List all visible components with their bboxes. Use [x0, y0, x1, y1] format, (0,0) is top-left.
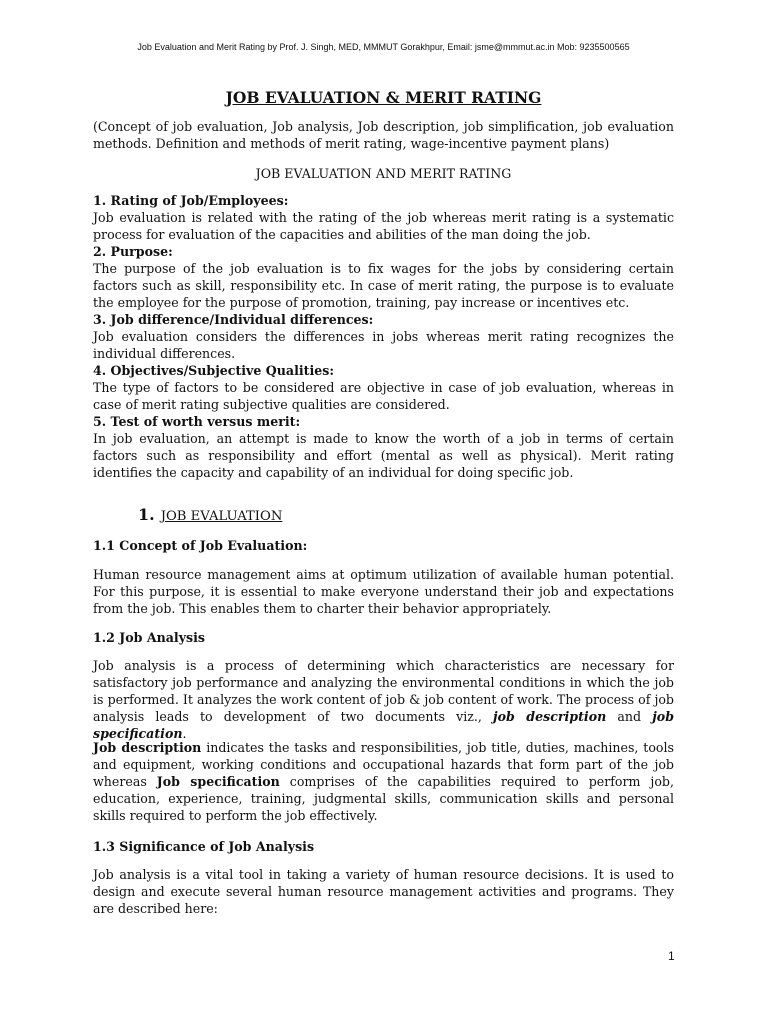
- job-description-bold: Job description: [93, 740, 202, 755]
- end-period: .: [182, 726, 187, 741]
- page-header: Job Evaluation and Merit Rating by Prof. J. Singh, MED, MMMUT Gorakhpur, Email: jsme@mmmut.ac.in Mob: 9235500565: [137, 42, 630, 52]
- point-text: Job evaluation is related with the rating of the job whereas merit rating is a systematic process for evaluation of the capacities and abilities of the man doing the job.: [93, 210, 674, 242]
- and-word: and: [617, 709, 642, 724]
- jobdesc-paragraph: [93, 739, 674, 824]
- point-heading: 3. Job difference/Individual differences:: [93, 312, 374, 327]
- job-specification-bold: Job specification: [156, 774, 280, 789]
- point-text: In job evaluation, an attempt is made to know the worth of a job in terms of certain factors such as responsibility and effort (mental as well as physical). Merit rating identifies the capacity and capability of an individual for doing specific job.: [93, 431, 674, 480]
- page-number: 1: [668, 949, 675, 963]
- section-number: 1.: [138, 505, 155, 524]
- jobdesc-text1: indicates the tasks and responsibilities, job title, duties, machines, tools and equipment, working conditions and occupational hazards that form part of the job whereas: [93, 740, 674, 789]
- point-heading: 2. Purpose:: [93, 244, 173, 259]
- point-text: The purpose of the job evaluation is to fix wages for the jobs by considering certain factors such as skill, responsibility etc. In case of merit rating, the purpose is to evaluate the employee for the purpose of promotion, training, pay increase or incentives etc.: [93, 261, 674, 310]
- points-list: [93, 192, 674, 481]
- s12-heading: 1.2 Job Analysis: [93, 630, 205, 645]
- section-1-title: [138, 505, 282, 524]
- job-description-term: job description: [493, 709, 607, 724]
- point-item: [93, 311, 674, 362]
- point-item: [93, 192, 674, 243]
- document-title: JOB EVALUATION & MERIT RATING: [225, 88, 542, 107]
- point-text: The type of factors to be considered are objective in case of job evaluation, whereas in case of merit rating subjective qualities are considered.: [93, 380, 674, 412]
- s13-text: Job analysis is a vital tool in taking a variety of human resource decisions. It is used to design and execute several human resource management activities and programs. They are described here:: [93, 867, 674, 916]
- point-item: [93, 362, 674, 413]
- s11-text: Human resource management aims at optimum utilization of available human potential. For this purpose, it is essential to make everyone understand their job and expectations from the job. This enables them to charter their behavior appropriately.: [93, 567, 674, 616]
- jobdesc-text2: comprises of the capabilities required to perform job, education, experience, training, judgmental skills, communication skills and personal skills required to perform the job effectively.: [93, 774, 674, 823]
- job-specification-term: job specification: [93, 709, 674, 741]
- subtitle: JOB EVALUATION AND MERIT RATING: [255, 166, 512, 181]
- point-heading: 1. Rating of Job/Employees:: [93, 193, 289, 208]
- point-heading: 4. Objectives/Subjective Qualities:: [93, 363, 334, 378]
- point-item: [93, 243, 674, 311]
- s11-heading: 1.1 Concept of Job Evaluation:: [93, 538, 308, 553]
- s12-body: Job analysis is a process of determining which characteristics are necessary for satisfactory job performance and analyzing the environmental conditions in which the job is performed. It analyzes the work content of job & job content of work. The process of job analysis leads to development of two documents viz.,: [93, 658, 674, 724]
- point-item: [93, 413, 674, 481]
- s13-heading: 1.3 Significance of Job Analysis: [93, 839, 315, 854]
- s12-text: [93, 657, 674, 742]
- intro-paragraph: (Concept of job evaluation, Job analysis, Job description, job simplification, job evaluation methods. Definition and methods of merit rating, wage-incentive payment plans): [93, 119, 674, 151]
- point-text: Job evaluation considers the differences in jobs whereas merit rating recognizes the individual differences.: [93, 329, 674, 361]
- section-label: JOB EVALUATION: [160, 509, 283, 524]
- point-heading: 5. Test of worth versus merit:: [93, 414, 301, 429]
